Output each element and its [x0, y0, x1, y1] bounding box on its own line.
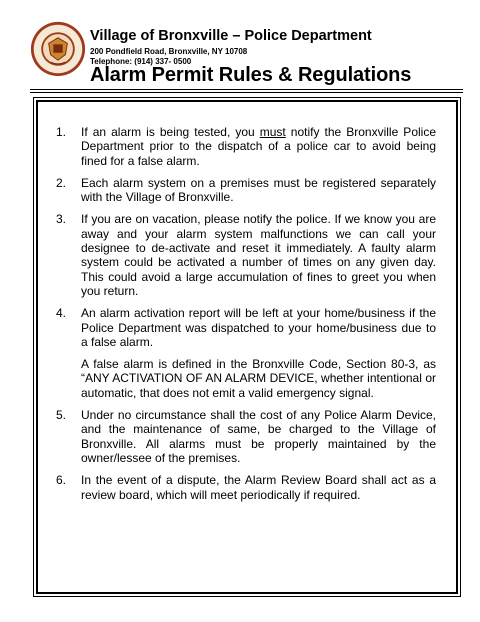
rule-text — [81, 306, 436, 400]
rule-item — [56, 125, 436, 168]
rule-paragraph: An alarm activation report will be left at your home/business if the Police Department was dispatched to your home/business due to a false alarm. — [81, 306, 436, 349]
header-divider-bottom — [30, 92, 463, 93]
rule-text: Each alarm system on a premises must be registered separately with the Village of Bronxville. — [81, 175, 436, 205]
rule-text: In the event of a dispute, the Alarm Review Board shall act as a review board, which will meet periodically if required. — [81, 473, 436, 502]
rule-number: 1. — [56, 125, 67, 139]
rule-number: 3. — [56, 212, 67, 227]
rule-text: If an alarm is being tested, you must notify the Bronxville Police Department prior to the dispatch of a police car to avoid being fined for a false alarm. — [81, 125, 436, 168]
rule-number: 5. — [56, 408, 67, 423]
rule-item — [56, 212, 436, 298]
rule-number: 4. — [56, 306, 67, 321]
rule-number: 6. — [56, 473, 67, 488]
rule-text: Under no circumstance shall the cost of any Police Alarm Device, and the maintenance of same, be charged to the Village of Bronxville. All alarms must be properly maintained by the owner/lessee of the premises. — [81, 408, 436, 465]
rule-item — [56, 473, 436, 502]
rule-item — [56, 176, 436, 205]
header-divider-top — [30, 89, 463, 90]
organization-address: 200 Pondfield Road, Bronxville, NY 10708 — [90, 47, 248, 56]
document-title: Alarm Permit Rules & Regulations — [90, 64, 412, 86]
rule-item — [56, 408, 436, 465]
emphasis-must: must — [259, 125, 286, 139]
organization-name: Village of Bronxville – Police Department — [90, 28, 372, 44]
rule-item — [56, 306, 436, 400]
organization-phone: Telephone: (914) 337- 0500 — [90, 57, 192, 66]
rules-list — [56, 125, 436, 510]
false-alarm-definition: A false alarm is defined in the Bronxville Code, Section 80-3, as “ANY ACTIVATION OF AN ALARM DEVICE, whether intentional or automatic, that does not emit a valid emergency signal. — [81, 357, 436, 400]
rule-text: If you are on vacation, please notify the police. If we know you are away and your alarm system malfunctions we can call your designee to de-activate and reset it immediately. A faulty alarm system could be activated a number of times on any given day. This could avoid a large accumulation of fines to greet you when you return. — [81, 212, 436, 298]
rule-number: 2. — [56, 175, 67, 190]
village-seal-icon — [30, 21, 86, 77]
